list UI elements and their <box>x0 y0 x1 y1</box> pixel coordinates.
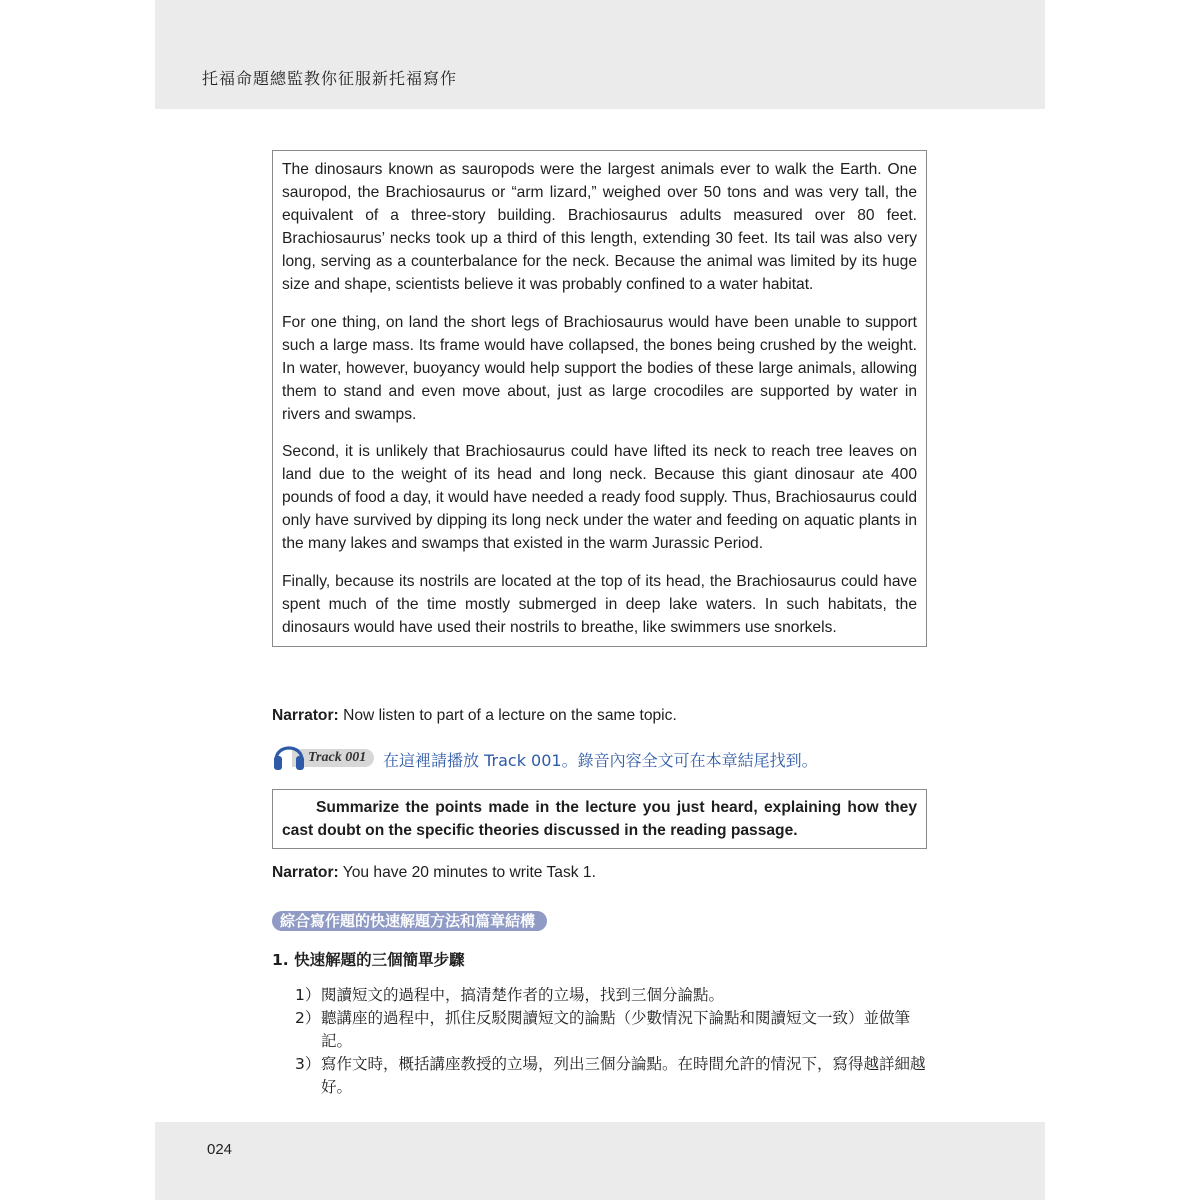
step-text: 閱讀短文的過程中，搞清楚作者的立場，找到三個分論點。 <box>321 986 725 1004</box>
list-item <box>295 1053 930 1099</box>
reading-passage <box>272 150 927 647</box>
step-text: 聽講座的過程中，抓住反駁閱讀短文的論點（少數情況下論點和閱讀短文一致）並做筆記。 <box>321 1009 911 1050</box>
writing-prompt: Summarize the points made in the lecture you just heard, explaining how they cast doubt on the specific theories discussed in the reading passage. <box>272 789 927 849</box>
book-page <box>155 0 1045 1200</box>
page-number: 024 <box>207 1141 233 1158</box>
passage-paragraph: For one thing, on land the short legs of Brachiosaurus would have been unable to support such a large mass. Its frame would have collapsed, the bones being crushed by the weight. In water, however, buoyancy would help support the bodies of these large animals, allowing them to stand and even move about, just as large crocodiles are supported by water in rivers and swamps. <box>282 313 917 423</box>
step-text: 寫作文時，概括講座教授的立場，列出三個分論點。在時間允許的情況下，寫得越詳細越好。 <box>321 1055 926 1096</box>
narrator-label: Narrator: <box>272 864 339 881</box>
audio-track <box>272 736 912 772</box>
page-header <box>155 0 1045 109</box>
steps-heading: 1. 快速解題的三個簡單步驟 <box>272 951 465 969</box>
page-footer <box>155 1122 1045 1200</box>
step-number: 3） <box>295 1055 321 1073</box>
narrator-label: Narrator: <box>272 707 339 724</box>
section-title: 綜合寫作題的快速解題方法和篇章結構 <box>272 911 547 931</box>
list-item <box>295 984 930 1007</box>
passage-paragraph: Second, it is unlikely that Brachiosaurus could have lifted its neck to reach tree leaves on land due to the weight of its head and long neck. Because this giant dinosaur ate 400 pounds of food a day, it would have needed a ready food supply. Thus, Brachiosaurus could only have survived by dipping its long neck under the water and feeding on aquatic plants in the many lakes and swamps that existed in the warm Jurassic Period. <box>282 443 917 553</box>
passage-paragraph: Finally, because its nostrils are located at the top of its head, the Brachiosaurus could have spent much of the time mostly submerged in deep lake waters. In such habitats, the dinosaurs would have used their nostrils to breathe, like swimmers use snorkels. <box>282 572 917 636</box>
list-item <box>295 1007 930 1053</box>
step-number: 2） <box>295 1009 321 1027</box>
headphones-icon[interactable] <box>272 736 306 772</box>
steps-list <box>295 984 930 1099</box>
narrator-text: Now listen to part of a lecture on the same topic. <box>338 707 677 724</box>
narrator-instruction <box>272 707 677 725</box>
narrator-text: You have 20 minutes to write Task 1. <box>338 864 596 881</box>
step-number: 1） <box>295 986 321 1004</box>
track-label[interactable]: Track 001 <box>292 749 374 767</box>
narrator-time-limit <box>272 864 596 882</box>
book-title: 托福命題總監教你征服新托福寫作 <box>202 69 458 88</box>
track-note: 在這裡請播放 Track 001。錄音內容全文可在本章結尾找到。 <box>383 751 818 770</box>
passage-paragraph: The dinosaurs known as sauropods were the largest animals ever to walk the Earth. One sauropod, the Brachiosaurus or “arm lizard,” weighed over 50 tons and was very tall, the equivalent of a three-story building. Brachiosaurus adults measured over 80 feet. Brachiosaurus’ necks took up a third of this length, extending 30 feet. Its tail was also very long, serving as a counterbalance for the neck. Because the animal was limited by its huge size and shape, scientists believe it was probably confined to a water habitat. <box>282 161 917 294</box>
